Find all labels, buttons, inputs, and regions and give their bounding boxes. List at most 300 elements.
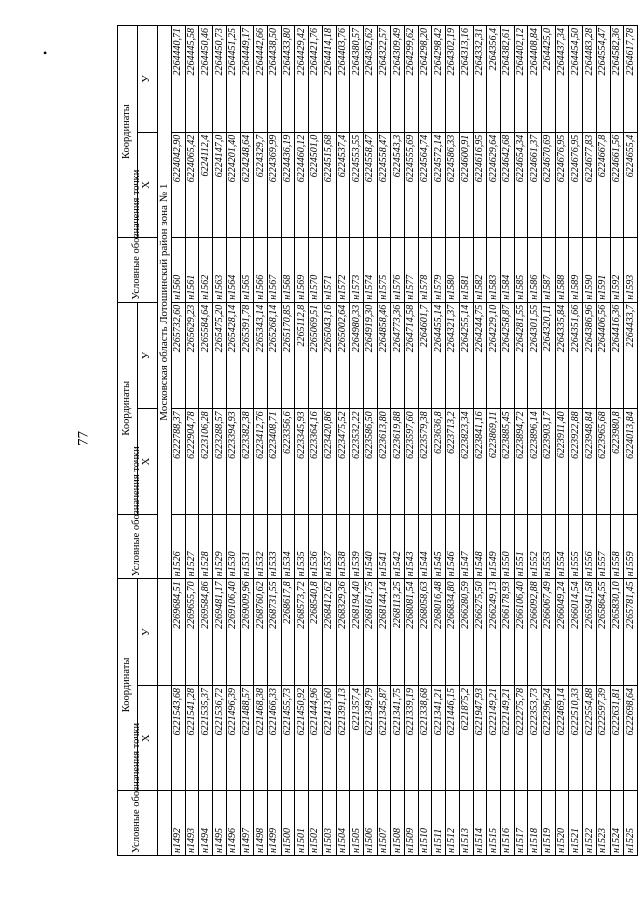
table-row [432, 26, 446, 856]
x-value: 6221455,73 [281, 685, 295, 790]
y-value: 2269009,96 [240, 579, 254, 686]
y-value: 2264382,61 [500, 26, 514, 133]
point-label: н1532 [254, 514, 268, 579]
point-label: н1494 [199, 791, 213, 856]
y-value: 2264356,4 [487, 26, 501, 133]
x-value: 6223613,80 [377, 409, 391, 514]
y-value: 2269481,17 [213, 579, 227, 686]
x-value: 6224369,99 [267, 132, 281, 237]
y-value: 2264313,16 [459, 26, 473, 133]
x-value: 6224555,69 [405, 132, 419, 237]
point-label: н1492 [172, 791, 186, 856]
point-label: н1580 [446, 238, 460, 303]
point-label: н1508 [391, 791, 405, 856]
region-title: Московская область Лотошинский район зона № 1 [158, 26, 172, 579]
point-label: н1514 [473, 791, 487, 856]
point-label: н1561 [185, 238, 199, 303]
coordinates-table [117, 25, 638, 856]
x-value: 6224065,42 [185, 132, 199, 237]
y-value: 2265475,20 [213, 302, 227, 409]
x-value: 6223922,88 [569, 409, 583, 514]
x-value: 6222904,78 [185, 409, 199, 514]
x-value: 6221341,21 [432, 685, 446, 790]
y-value: 2264309,49 [391, 26, 405, 133]
header-x: X [138, 132, 158, 237]
x-value: 6221875,2 [459, 685, 473, 790]
point-label: н1571 [322, 238, 336, 303]
y-value: 2268617,8 [281, 579, 295, 686]
point-label: н1506 [363, 791, 377, 856]
table-row [295, 26, 309, 856]
point-label: н1535 [295, 514, 309, 579]
x-value: 6221413,60 [322, 685, 336, 790]
point-label: н1501 [295, 791, 309, 856]
y-value: 2265428,14 [226, 302, 240, 409]
x-value: 6224642,68 [500, 132, 514, 237]
table-row [596, 26, 610, 856]
point-label: н1562 [199, 238, 213, 303]
point-label: н1547 [459, 514, 473, 579]
y-value: 2268329,36 [336, 579, 350, 686]
y-value: 2264617,78 [624, 26, 638, 133]
point-label: н1527 [185, 514, 199, 579]
y-value: 2264858,46 [377, 302, 391, 409]
header-designation: Условные обозначения точки [118, 514, 158, 579]
point-label: н1529 [213, 514, 227, 579]
x-value: 6224112,4 [199, 132, 213, 237]
point-label: н1553 [542, 514, 556, 579]
x-value: 6223965,68 [596, 409, 610, 514]
y-value: 2266014,54 [569, 579, 583, 686]
y-value: 2268573,72 [295, 579, 309, 686]
point-label: н1510 [418, 791, 432, 856]
x-value: 6221444,96 [309, 685, 323, 790]
point-label: н1564 [226, 238, 240, 303]
y-value: 2265343,14 [254, 302, 268, 409]
point-label: н1505 [350, 791, 364, 856]
point-label: н1593 [624, 238, 638, 303]
point-label: н1496 [226, 791, 240, 856]
point-label: н1572 [336, 238, 350, 303]
point-label: н1585 [514, 238, 528, 303]
table-row [322, 26, 336, 856]
point-label: н1581 [459, 238, 473, 303]
x-value: 6221541,28 [185, 685, 199, 790]
y-value: 2269684,51 [172, 579, 186, 686]
x-value: 6223382,38 [240, 409, 254, 514]
point-label: н1512 [446, 791, 460, 856]
y-value: 2264455,14 [432, 302, 446, 409]
x-value: 6221391,13 [336, 685, 350, 790]
y-value: 2266067,49 [542, 579, 556, 686]
y-value: 2266106,40 [514, 579, 528, 686]
y-value: 2265170,85 [281, 302, 295, 409]
x-value: 6223586,50 [363, 409, 377, 514]
point-label: н1519 [542, 791, 556, 856]
table-row [555, 26, 569, 856]
x-value: 6224515,68 [322, 132, 336, 237]
point-label: н1502 [309, 791, 323, 856]
x-value: 6223288,57 [213, 409, 227, 514]
x-value: 6224661,56 [610, 132, 624, 237]
y-value: 2269106,40 [226, 579, 240, 686]
y-value: 2264380,57 [350, 26, 364, 133]
x-value: 6223345,93 [295, 409, 309, 514]
x-value: 6222149,21 [500, 685, 514, 790]
y-value: 2264442,66 [254, 26, 268, 133]
point-label: н1548 [473, 514, 487, 579]
table-row [213, 26, 227, 856]
y-value: 2264421,76 [309, 26, 323, 133]
x-value: 6223412,76 [254, 409, 268, 514]
y-value: 2264298,20 [418, 26, 432, 133]
x-value: 6224201,40 [226, 132, 240, 237]
y-value: 2264483,28 [583, 26, 597, 133]
point-label: н1540 [363, 514, 377, 579]
point-label: н1539 [350, 514, 364, 579]
x-value: 6224655,4 [624, 132, 638, 237]
x-value: 6222554,88 [583, 685, 597, 790]
table-row [610, 26, 624, 856]
y-value: 2269584,86 [199, 579, 213, 686]
x-value: 6223579,38 [418, 409, 432, 514]
point-label: н1577 [405, 238, 419, 303]
table-row [336, 26, 350, 856]
table-row [473, 26, 487, 856]
y-value: 2266280,59 [459, 579, 473, 686]
x-value: 6223980,8 [610, 409, 624, 514]
header-x: X [138, 685, 158, 790]
point-label: н1493 [185, 791, 199, 856]
x-value: 6223532,22 [350, 409, 364, 514]
point-label: н1557 [596, 514, 610, 579]
y-value: 2264429,42 [295, 26, 309, 133]
x-value: 6224013,84 [624, 409, 638, 514]
table-row [267, 26, 281, 856]
y-value: 2264229,10 [487, 302, 501, 409]
point-label: н1573 [350, 238, 364, 303]
y-value: 2264454,50 [569, 26, 583, 133]
x-value: 6221536,72 [213, 685, 227, 790]
point-label: н1582 [473, 238, 487, 303]
point-label: н1531 [240, 514, 254, 579]
x-value: 6223364,16 [309, 409, 323, 514]
point-label: н1583 [487, 238, 501, 303]
table-row [309, 26, 323, 856]
x-value: 6223394,93 [226, 409, 240, 514]
y-value: 2264451,25 [226, 26, 240, 133]
point-label: н1524 [610, 791, 624, 856]
y-value: 2268760,62 [254, 579, 268, 686]
x-value: 6224629,64 [487, 132, 501, 237]
x-value: 6224248,64 [240, 132, 254, 237]
point-label: н1498 [254, 791, 268, 856]
point-label: н1528 [199, 514, 213, 579]
table-row [487, 26, 501, 856]
table-row [363, 26, 377, 856]
point-label: н1503 [322, 791, 336, 856]
x-value: 6224543,3 [391, 132, 405, 237]
y-value: 2266834,80 [446, 579, 460, 686]
y-value: 2264554,47 [596, 26, 610, 133]
y-value: 2264919,30 [363, 302, 377, 409]
x-value: 6222396,24 [542, 685, 556, 790]
point-label: н1515 [487, 791, 501, 856]
y-value: 2264244,75 [473, 302, 487, 409]
y-value: 2265629,23 [185, 302, 199, 409]
point-label: н1569 [295, 238, 309, 303]
x-value: 6224654,34 [514, 132, 528, 237]
point-label: н1566 [254, 238, 268, 303]
table-row [446, 26, 460, 856]
x-value: 6224572,14 [432, 132, 446, 237]
point-label: н1567 [267, 238, 281, 303]
point-label: н1574 [363, 238, 377, 303]
y-value: 2264414,18 [322, 26, 336, 133]
y-value: 2264402,12 [514, 26, 528, 133]
x-value: 6222510,33 [569, 685, 583, 790]
y-value: 2264255,14 [459, 302, 473, 409]
x-value: 6223356,6 [281, 409, 295, 514]
table-row [459, 26, 473, 856]
header-y: У [138, 579, 158, 686]
y-value: 2264437,34 [555, 26, 569, 133]
point-label: н1525 [624, 791, 638, 856]
point-label: н1517 [514, 791, 528, 856]
table-row [391, 26, 405, 856]
y-value: 2264281,55 [514, 302, 528, 409]
table-row [514, 26, 528, 856]
bullet-mark: • [43, 46, 48, 60]
point-label: н1579 [432, 238, 446, 303]
table-row [418, 26, 432, 856]
point-label: н1587 [542, 238, 556, 303]
y-value: 2268144,14 [377, 579, 391, 686]
y-value: 2264416,36 [610, 302, 624, 409]
y-value: 2265781,45 [624, 579, 638, 686]
x-value: 6223106,28 [199, 409, 213, 514]
x-value: 6224616,95 [473, 132, 487, 237]
point-label: н1520 [555, 791, 569, 856]
y-value: 2264773,36 [391, 302, 405, 409]
y-value: 2265864,55 [596, 579, 610, 686]
y-value: 2268194,40 [350, 579, 364, 686]
table-row [226, 26, 240, 856]
x-value: 6222149,21 [487, 685, 501, 790]
x-value: 6223948,84 [583, 409, 597, 514]
point-label: н1534 [281, 514, 295, 579]
y-value: 2264362,62 [363, 26, 377, 133]
point-label: н1542 [391, 514, 405, 579]
y-value: 2268412,62 [322, 579, 336, 686]
header-coordinates: Координаты [118, 579, 138, 791]
point-label: н1522 [583, 791, 597, 856]
x-value: 6223408,71 [267, 409, 281, 514]
header-designation: Условные обозначения точки [118, 791, 158, 856]
point-label: н1530 [226, 514, 240, 579]
point-label: н1516 [500, 791, 514, 856]
y-value: 2264714,58 [405, 302, 419, 409]
x-value: 6223903,17 [542, 409, 556, 514]
point-label: н1555 [569, 514, 583, 579]
x-value: 6221543,68 [172, 685, 186, 790]
x-value: 6224042,90 [172, 132, 186, 237]
point-label: н1559 [624, 514, 638, 579]
point-label: н1558 [610, 514, 624, 579]
table-row [377, 26, 391, 856]
y-value: 2265043,16 [322, 302, 336, 409]
y-value: 2266275,50 [473, 579, 487, 686]
point-label: н1541 [377, 514, 391, 579]
point-label: н1537 [322, 514, 336, 579]
y-value: 2264351,66 [569, 302, 583, 409]
x-value: 6223841,16 [473, 409, 487, 514]
y-value: 2264440,71 [172, 26, 186, 133]
table-row [350, 26, 364, 856]
x-value: 6221535,37 [199, 685, 213, 790]
table-row [405, 26, 419, 856]
y-value: 2264408,84 [528, 26, 542, 133]
point-label: н1521 [569, 791, 583, 856]
x-value: 6224553,55 [350, 132, 364, 237]
y-value: 2264299,62 [405, 26, 419, 133]
x-value: 6221947,93 [473, 685, 487, 790]
point-label: н1563 [213, 238, 227, 303]
y-value: 2264449,17 [240, 26, 254, 133]
y-value: 2268058,63 [418, 579, 432, 686]
x-value: 6224586,33 [446, 132, 460, 237]
point-label: н1500 [281, 791, 295, 856]
point-label: н1586 [528, 238, 542, 303]
y-value: 2264450,46 [199, 26, 213, 133]
y-value: 2266049,24 [555, 579, 569, 686]
x-value: 6223894,72 [514, 409, 528, 514]
point-label: н1578 [418, 238, 432, 303]
point-label: н1556 [583, 514, 597, 579]
x-value: 6224564,74 [418, 132, 432, 237]
y-value: 2264258,87 [500, 302, 514, 409]
y-value: 2268540,8 [309, 579, 323, 686]
point-label: н1584 [500, 238, 514, 303]
x-value: 6224670,69 [542, 132, 556, 237]
point-label: н1495 [213, 791, 227, 856]
x-value: 6224329,7 [254, 132, 268, 237]
table-row [569, 26, 583, 856]
point-label: н1523 [596, 791, 610, 856]
table-row [500, 26, 514, 856]
point-label: н1511 [432, 791, 446, 856]
x-value: 6224436,19 [281, 132, 295, 237]
y-value: 2266092,88 [528, 579, 542, 686]
x-value: 6221357,4 [350, 685, 364, 790]
point-label: н1549 [487, 514, 501, 579]
x-value: 6223420,86 [322, 409, 336, 514]
x-value: 6221349,79 [363, 685, 377, 790]
x-value: 6221341,75 [391, 685, 405, 790]
point-label: н1568 [281, 238, 295, 303]
y-value: 2264433,80 [281, 26, 295, 133]
y-value: 2266249,13 [487, 579, 501, 686]
x-value: 6221488,57 [240, 685, 254, 790]
y-value: 2265069,51 [309, 302, 323, 409]
x-value: 6224676,95 [555, 132, 569, 237]
point-label: н1570 [309, 238, 323, 303]
header-y: У [138, 26, 158, 133]
x-value: 6224676,95 [569, 132, 583, 237]
y-value: 2264335,84 [555, 302, 569, 409]
y-value: 2268081,54 [405, 579, 419, 686]
point-label: н1550 [500, 514, 514, 579]
point-label: н1546 [446, 514, 460, 579]
point-label: н1576 [391, 238, 405, 303]
y-value: 2264403,76 [336, 26, 350, 133]
header-y: У [138, 302, 158, 409]
x-value: 6224661,37 [528, 132, 542, 237]
y-value: 2264301,55 [528, 302, 542, 409]
y-value: 2266178,93 [500, 579, 514, 686]
y-value: 2265391,78 [240, 302, 254, 409]
y-value: 2265732,60 [172, 302, 186, 409]
y-value: 2268113,25 [391, 579, 405, 686]
point-label: н1590 [583, 238, 597, 303]
y-value: 2265002,64 [336, 302, 350, 409]
empty-cell [158, 579, 172, 686]
y-value: 2264445,58 [185, 26, 199, 133]
y-value: 2264298,42 [432, 26, 446, 133]
x-value: 6223713,2 [446, 409, 460, 514]
header-designation: Условные обозначения точки [118, 238, 158, 303]
point-label: н1588 [555, 238, 569, 303]
point-label: н1543 [405, 514, 419, 579]
x-value: 6222788,37 [172, 409, 186, 514]
x-value: 6224460,12 [295, 132, 309, 237]
empty-cell [158, 791, 172, 856]
x-value: 6224537,4 [336, 132, 350, 237]
x-value: 6223597,60 [405, 409, 419, 514]
x-value: 6224677,83 [583, 132, 597, 237]
x-value: 6223869,11 [487, 409, 501, 514]
point-label: н1497 [240, 791, 254, 856]
y-value: 2268161,75 [363, 579, 377, 686]
table-row [240, 26, 254, 856]
point-label: н1538 [336, 514, 350, 579]
empty-cell [158, 685, 172, 790]
table-row [199, 26, 213, 856]
y-value: 2264438,50 [267, 26, 281, 133]
x-value: 6223885,45 [500, 409, 514, 514]
x-value: 6222631,81 [610, 685, 624, 790]
x-value: 6222469,14 [555, 685, 569, 790]
y-value: 2269655,70 [185, 579, 199, 686]
y-value: 2264386,96 [583, 302, 597, 409]
page-number: 77 [75, 431, 92, 446]
x-value: 6223475,52 [336, 409, 350, 514]
table-row [624, 26, 638, 856]
point-label: н1575 [377, 238, 391, 303]
y-value: 2268731,55 [267, 579, 281, 686]
table-body [158, 26, 638, 856]
header-coordinates: Координаты [118, 302, 138, 514]
y-value: 2264601,7 [418, 302, 432, 409]
y-value: 2264302,19 [446, 26, 460, 133]
table-row [172, 26, 186, 856]
point-label: н1565 [240, 238, 254, 303]
table-row [542, 26, 556, 856]
y-value: 2265941,58 [583, 579, 597, 686]
y-value: 2264321,37 [446, 302, 460, 409]
point-label: н1533 [267, 514, 281, 579]
y-value: 2268016,48 [432, 579, 446, 686]
